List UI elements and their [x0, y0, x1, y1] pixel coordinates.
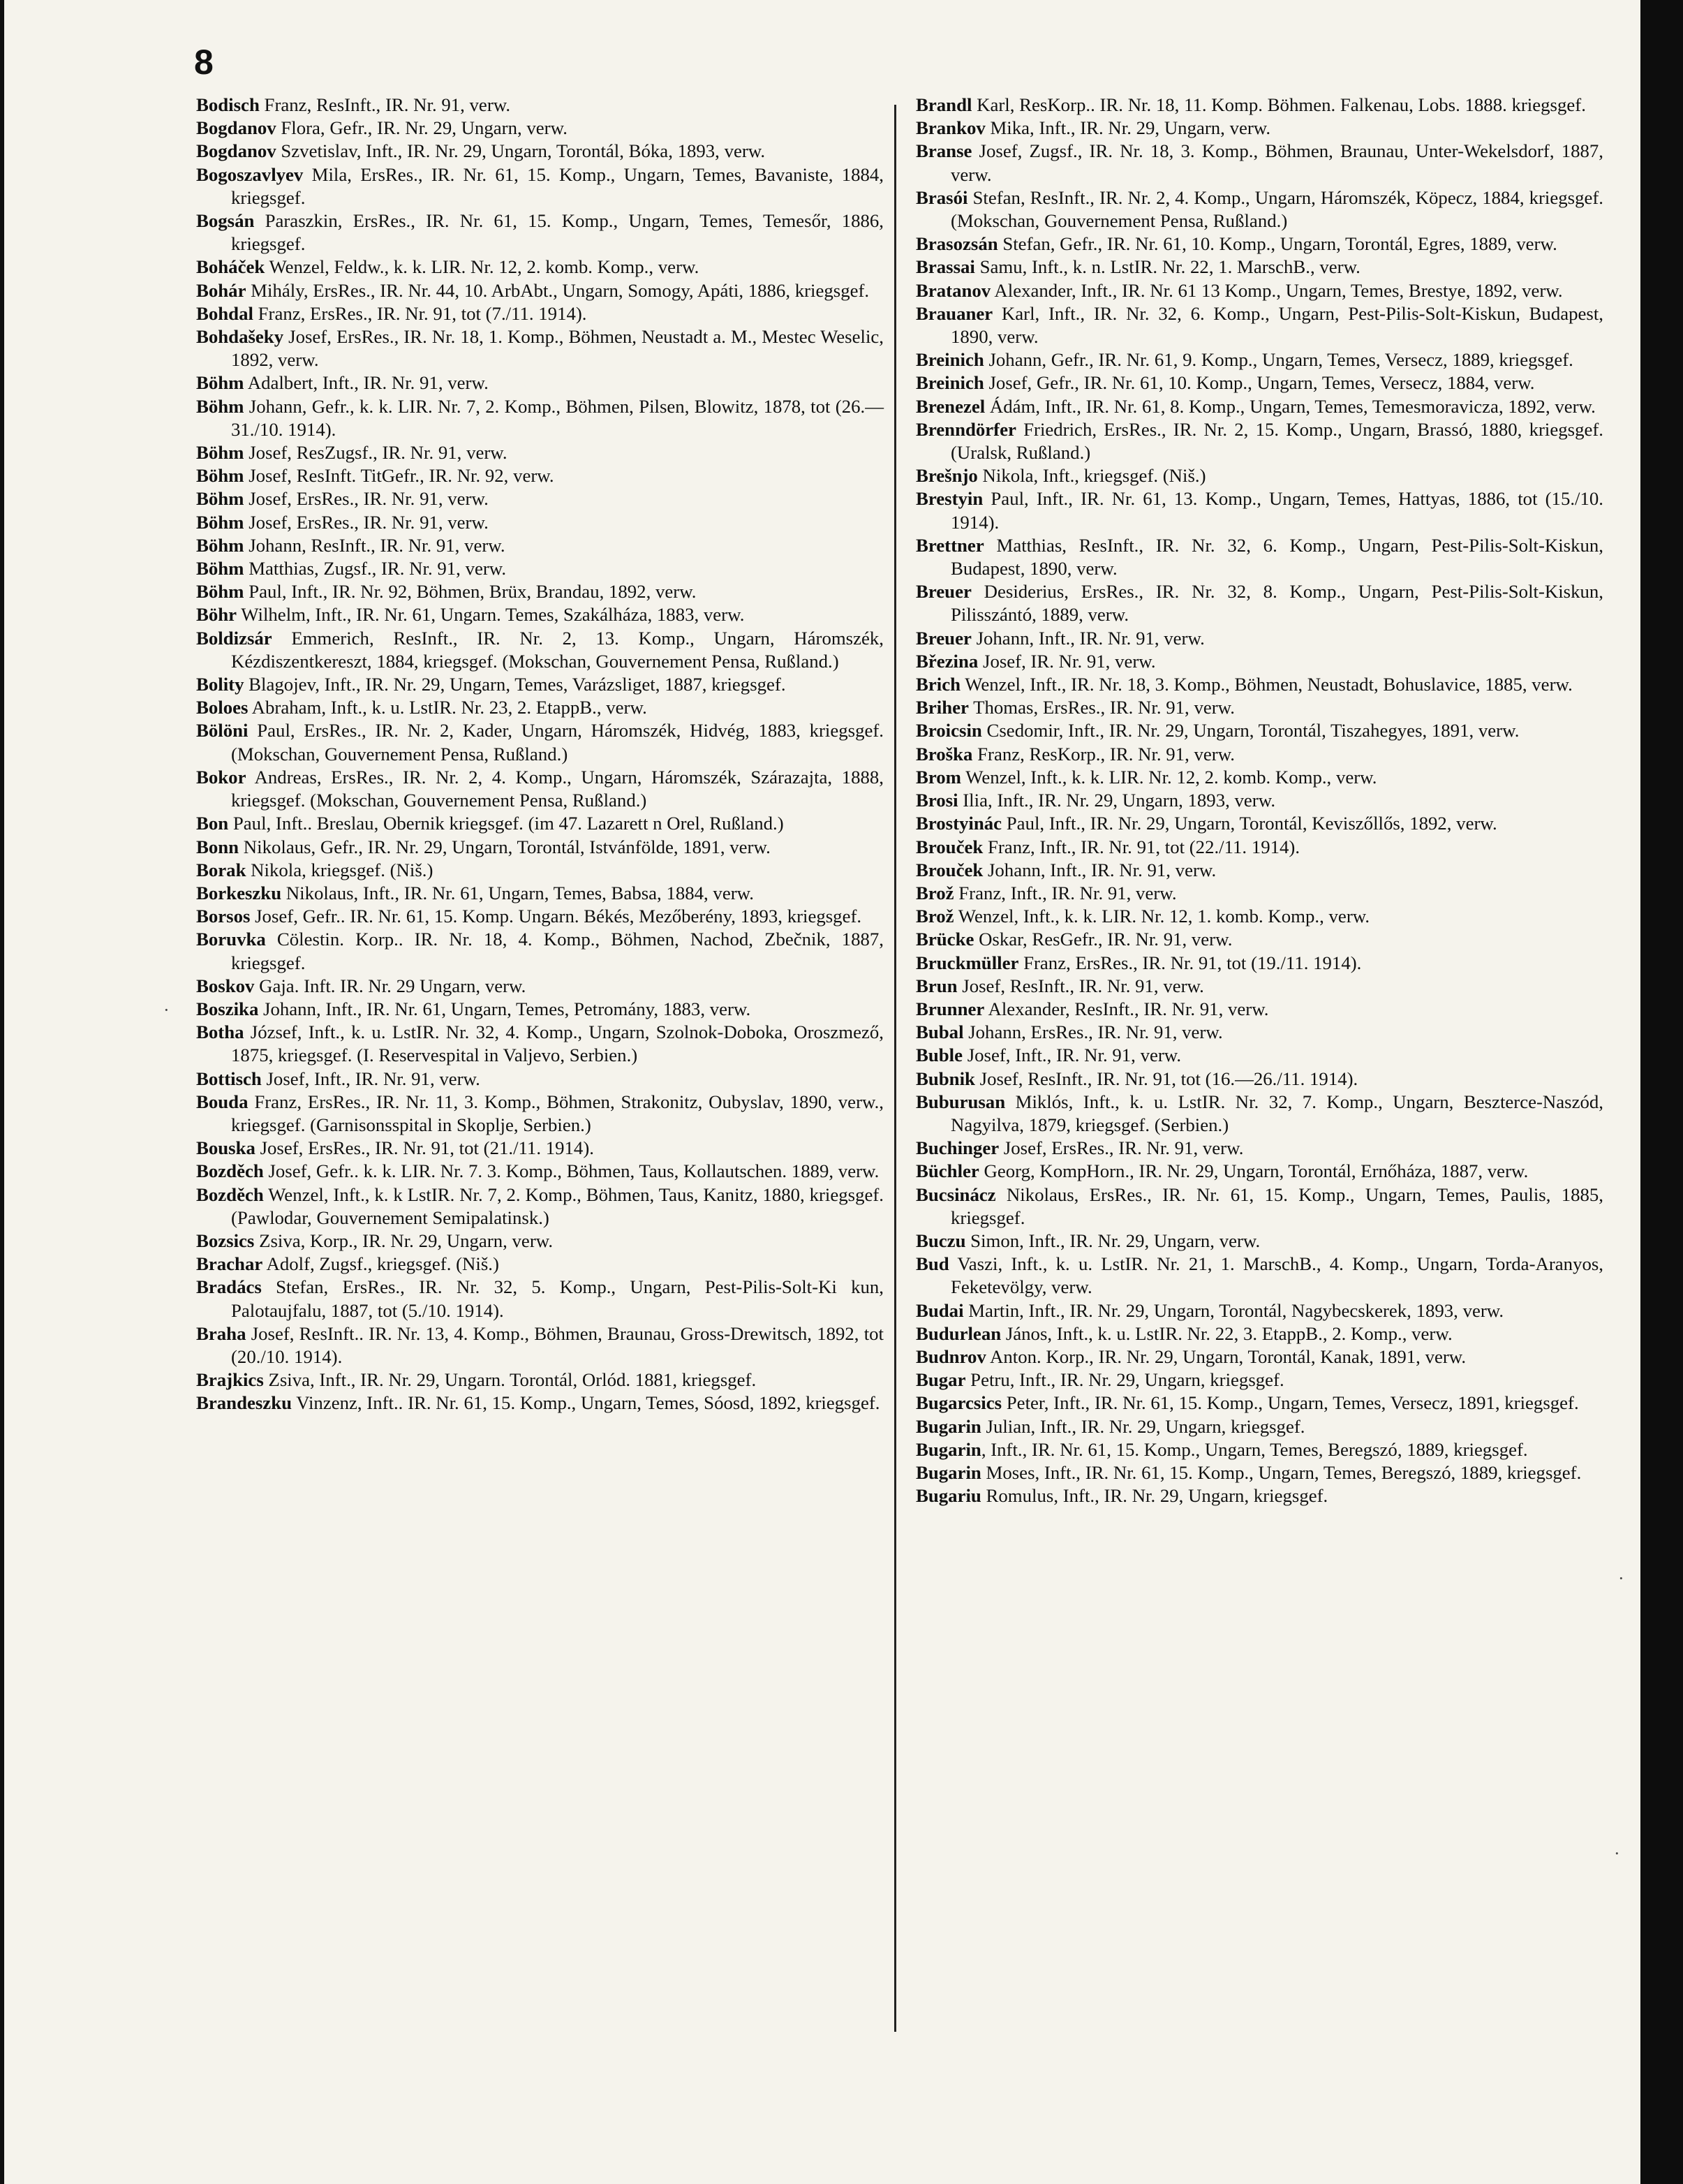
entry-details: Samu, Inft., k. n. LstIR. Nr. 22, 1. MarschB., verw.	[974, 256, 1361, 278]
register-entry	[916, 905, 1603, 928]
entry-surname: Brettner	[916, 534, 984, 556]
register-entry	[916, 1415, 1603, 1438]
entry-surname: Bon	[196, 813, 229, 834]
entry-surname: Brachar	[196, 1253, 263, 1275]
register-entry	[916, 998, 1603, 1021]
entry-surname: Bugariu	[916, 1485, 981, 1507]
register-entry	[916, 812, 1603, 835]
entry-details: Simon, Inft., IR. Nr. 29, Ungarn, verw.	[965, 1230, 1261, 1251]
entry-surname: Brasozsán	[916, 233, 998, 255]
entry-details: Josef, Inft., IR. Nr. 91, verw.	[261, 1068, 480, 1089]
entry-details: Zsiva, Inft., IR. Nr. 29, Ungarn. Torontál, Orlód. 1881, kriegsgef.	[263, 1369, 757, 1391]
entry-surname: Brešnjo	[916, 465, 978, 487]
register-entry	[196, 1276, 884, 1322]
entry-details: Johann, Inft., IR. Nr. 91, verw.	[983, 859, 1217, 880]
register-entry	[196, 117, 884, 140]
entry-details: Mihály, ErsRes., IR. Nr. 44, 10. ArbAbt., Ungarn, Somogy, Apáti, 1886, kriegsgef.	[246, 279, 870, 301]
entry-surname: Broicsin	[916, 720, 982, 741]
entry-details: Josef, ErsRes., IR. Nr. 91, verw.	[999, 1137, 1244, 1159]
entry-details: Csedomir, Inft., IR. Nr. 29, Ungarn, Torontál, Tiszahegyes, 1891, verw.	[981, 720, 1520, 741]
entry-details: Josef, IR. Nr. 91, verw.	[978, 650, 1156, 672]
register-entry	[196, 882, 884, 905]
entry-details: Miklós, Inft., k. u. LstIR. Nr. 32, 7. Komp., Ungarn, Beszterce-Naszód, Nagyilva, 1879, kriegsgef. (Serbien.)	[951, 1091, 1603, 1135]
entry-details: Flora, Gefr., IR. Nr. 29, Ungarn, verw.	[276, 117, 568, 139]
entry-details: Josef, ErsRes., IR. Nr. 91, verw.	[244, 511, 489, 533]
entry-surname: Bruckmüller	[916, 952, 1019, 973]
entry-details: Romulus, Inft., IR. Nr. 29, Ungarn, kriegsgef.	[981, 1485, 1328, 1507]
register-entry	[916, 836, 1603, 859]
register-entry	[916, 1183, 1603, 1230]
entry-details: Nikola, kriegsgef. (Niš.)	[246, 859, 433, 880]
entry-details: Wilhelm, Inft., IR. Nr. 61, Ungarn. Temes, Szakálháza, 1883, verw.	[237, 604, 745, 626]
entry-details: Wenzel, Inft., k. k. LIR. Nr. 12, 1. komb. Komp., verw.	[954, 906, 1370, 927]
entry-surname: Bratanov	[916, 279, 991, 301]
entry-surname: Breuer	[916, 581, 972, 603]
entry-details: Wenzel, Inft., IR. Nr. 18, 3. Komp., Böhmen, Neustadt, Bohuslavice, 1885, verw.	[961, 674, 1573, 695]
entry-surname: Bozděch	[196, 1160, 264, 1182]
register-entry	[196, 1368, 884, 1392]
entry-details: Josef, Gefr., IR. Nr. 61, 10. Komp., Ungarn, Temes, Versecz, 1884, verw.	[984, 372, 1535, 394]
entry-surname: Buburusan	[916, 1091, 1006, 1112]
entry-surname: Böhm	[196, 372, 244, 394]
entry-details: Paraszkin, ErsRes., IR. Nr. 61, 15. Komp., Ungarn, Temes, Temesőr, 1886, kriegsgef.	[231, 210, 884, 255]
entry-details: Friedrich, ErsRes., IR. Nr. 2, 15. Komp., Ungarn, Brassó, 1880, kriegsgef. (Uralsk, Rußland.)	[951, 418, 1603, 464]
register-entry	[196, 603, 884, 626]
entry-surname: Böhm	[196, 465, 244, 487]
register-entry	[196, 371, 884, 394]
register-entry	[196, 534, 884, 557]
entry-surname: Böhm	[196, 511, 244, 533]
entry-surname: Brož	[916, 882, 954, 903]
register-entry	[916, 1160, 1603, 1183]
entry-details: Thomas, ErsRes., IR. Nr. 91, verw.	[968, 697, 1235, 718]
entry-details: Paul, Inft., IR. Nr. 29, Ungarn, Torontál, Keviszőllős, 1892, verw.	[1002, 813, 1497, 834]
entry-details: Andreas, ErsRes., IR. Nr. 2, 4. Komp., Ungarn, Háromszék, Szárazajta, 1888, kriegsgef. (Mokschan, Gouvernement Pensa, Rußland.)	[231, 766, 884, 811]
entry-surname: Brunner	[916, 998, 985, 1019]
register-entry	[196, 209, 884, 256]
entry-details: Alexander, Inft., IR. Nr. 61 13 Komp., Ungarn, Temes, Brestye, 1892, verw.	[991, 279, 1563, 301]
entry-surname: Budnrov	[916, 1345, 986, 1367]
register-entry	[916, 395, 1603, 418]
entry-details: Franz, Inft., IR. Nr. 91, verw.	[954, 882, 1177, 903]
register-entry	[916, 882, 1603, 905]
entry-surname: Březina	[916, 650, 979, 672]
register-entry	[196, 1183, 884, 1230]
entry-surname: Bogdanov	[196, 117, 276, 139]
entry-surname: Breinich	[916, 372, 984, 394]
entry-surname: Brajkics	[196, 1369, 264, 1391]
entry-details: Mika, Inft., IR. Nr. 29, Ungarn, verw.	[985, 117, 1271, 139]
entry-details: Ádám, Inft., IR. Nr. 61, 8. Komp., Ungarn, Temes, Temesmoravicza, 1892, verw.	[985, 395, 1596, 417]
register-entry	[916, 1392, 1603, 1415]
register-entry	[916, 371, 1603, 394]
entry-surname: Bucsinácz	[916, 1183, 996, 1205]
register-entry	[916, 1230, 1603, 1253]
entry-surname: Böhm	[196, 558, 244, 580]
entry-surname: Böhm	[196, 534, 244, 556]
entry-details: Zsiva, Korp., IR. Nr. 29, Ungarn, verw.	[254, 1230, 554, 1251]
entry-details: Martin, Inft., IR. Nr. 29, Ungarn, Torontál, Nagybecskerek, 1893, verw.	[963, 1299, 1504, 1321]
entry-details: Karl, Inft., IR. Nr. 32, 6. Komp., Ungarn, Pest-Pilis-Solt-Kiskun, Budapest, 1890, verw.	[951, 302, 1603, 348]
entry-details: Paul, Inft., IR. Nr. 92, Böhmen, Brüx, Brandau, 1892, verw.	[244, 581, 697, 603]
register-entry	[196, 1160, 884, 1183]
entry-surname: Buczu	[916, 1230, 966, 1251]
entry-details: Anton. Korp., IR. Nr. 29, Ungarn, Torontál, Kanak, 1891, verw.	[986, 1345, 1467, 1367]
register-entry	[196, 975, 884, 998]
entry-details: Gaja. Inft. IR. Nr. 29 Ungarn, verw.	[254, 975, 526, 996]
register-entry	[196, 998, 884, 1021]
entry-surname: Borsos	[196, 906, 251, 927]
register-entry	[916, 975, 1603, 998]
register-entry	[196, 1068, 884, 1091]
entry-surname: Brož	[916, 906, 954, 927]
register-entry	[196, 325, 884, 371]
register-entry	[196, 1230, 884, 1253]
entry-surname: Büchler	[916, 1160, 979, 1182]
register-entry	[916, 952, 1603, 975]
column-divider	[894, 105, 896, 2032]
entry-surname: Brenndörfer	[916, 418, 1016, 440]
register-entry	[196, 1253, 884, 1276]
register-entry	[916, 1044, 1603, 1067]
register-entry	[916, 1299, 1603, 1322]
entry-surname: Breinich	[916, 349, 984, 371]
entry-details: Johann, Gefr., IR. Nr. 61, 9. Komp., Ungarn, Temes, Versecz, 1889, kriegsgef.	[984, 349, 1573, 371]
entry-details: Wenzel, Inft., k. k LstIR. Nr. 7, 2. Komp., Böhmen, Taus, Kanitz, 1880, kriegsgef. (Pawlodar, Gouvernement Semipalatinsk.)	[231, 1183, 884, 1228]
entry-details: Nikola, Inft., kriegsgef. (Niš.)	[977, 465, 1206, 487]
entry-details: Paul, Inft.. Breslau, Obernik kriegsgef. (im 47. Lazarett n Orel, Rußland.)	[228, 813, 784, 834]
entry-details: Josef, ResZugsf., IR. Nr. 91, verw.	[244, 442, 507, 464]
entry-surname: Bugarin	[916, 1438, 981, 1460]
register-entry	[916, 1021, 1603, 1044]
register-entry	[196, 557, 884, 580]
register-entry	[196, 1322, 884, 1368]
entry-details: Desiderius, ErsRes., IR. Nr. 32, 8. Komp., Ungarn, Pest-Pilis-Solt-Kiskun, Pilisszántó, 1889, verw.	[951, 581, 1603, 626]
entry-surname: Brandeszku	[196, 1392, 292, 1414]
register-entry	[916, 580, 1603, 626]
register-entry	[916, 766, 1603, 789]
entry-details: Nikolaus, ErsRes., IR. Nr. 61, 15. Komp., Ungarn, Temes, Paulis, 1885, kriegsgef.	[951, 1183, 1603, 1228]
entry-surname: Brassai	[916, 256, 975, 278]
entry-surname: Bolity	[196, 674, 244, 695]
entry-surname: Brankov	[916, 117, 986, 139]
register-entry	[196, 395, 884, 441]
entry-surname: Böhm	[196, 581, 244, 603]
entry-surname: Brun	[916, 975, 958, 996]
entry-surname: Boloes	[196, 697, 249, 718]
left-column	[196, 94, 884, 1415]
register-entry	[916, 743, 1603, 766]
entry-surname: Bokor	[196, 766, 246, 788]
entry-details: Franz, ResInft., IR. Nr. 91, verw.	[259, 94, 511, 115]
register-entry	[196, 256, 884, 279]
entry-details: Vinzenz, Inft.. IR. Nr. 61, 15. Komp., Ungarn, Temes, Sóosd, 1892, kriegsgef.	[292, 1392, 880, 1414]
register-entry	[196, 673, 884, 696]
entry-surname: Bouda	[196, 1091, 249, 1112]
register-entry	[916, 418, 1603, 464]
entry-details: Franz, ResKorp., IR. Nr. 91, verw.	[972, 743, 1236, 765]
entry-details: Karl, ResKorp.. IR. Nr. 18, 11. Komp. Böhmen. Falkenau, Lobs. 1888. kriegsgef.	[972, 94, 1586, 115]
entry-surname: Borkeszku	[196, 882, 282, 903]
register-entry	[196, 441, 884, 464]
register-entry	[916, 233, 1603, 256]
register-entry	[196, 302, 884, 325]
entry-surname: Boldizsár	[196, 627, 272, 649]
entry-details: Blagojev, Inft., IR. Nr. 29, Ungarn, Temes, Varázsliget, 1887, kriegsgef.	[244, 674, 786, 695]
entry-surname: Buble	[916, 1045, 963, 1066]
register-entry	[916, 627, 1603, 650]
entry-surname: Brosi	[916, 790, 958, 811]
entry-details: Vaszi, Inft., k. u. LstIR. Nr. 21, 1. MarschB., 4. Komp., Ungarn, Torda-Aranyos, Feketevölgy, verw.	[949, 1253, 1603, 1298]
register-entry	[916, 464, 1603, 487]
register-entry	[196, 766, 884, 812]
register-entry	[916, 789, 1603, 812]
entry-details: Stefan, ErsRes., IR. Nr. 32, 5. Komp., Ungarn, Pest-Pilis-Solt-Ki kun, Palotaujfalu, 1887, tot (5./10. 1914).	[231, 1276, 884, 1321]
register-entry	[916, 348, 1603, 371]
entry-surname: Bugarcsics	[916, 1392, 1002, 1414]
entry-details: Cölestin. Korp.. IR. Nr. 18, 4. Komp., Böhmen, Nachod, Zbečnik, 1887, kriegsgef.	[231, 929, 884, 973]
entry-surname: Buchinger	[916, 1137, 1000, 1159]
register-entry	[916, 1137, 1603, 1160]
entry-details: Adalbert, Inft., IR. Nr. 91, verw.	[244, 372, 489, 394]
register-entry	[196, 487, 884, 510]
register-entry	[916, 673, 1603, 696]
register-entry	[916, 1461, 1603, 1484]
entry-surname: Brenezel	[916, 395, 986, 417]
entry-surname: Branse	[916, 140, 972, 162]
entry-details: Abraham, Inft., k. u. LstIR. Nr. 23, 2. EtappB., verw.	[248, 697, 647, 718]
entry-surname: Budai	[916, 1299, 964, 1321]
register-entry	[196, 94, 884, 117]
entry-details: Josef, Gefr.. k. k. LIR. Nr. 7. 3. Komp., Böhmen, Taus, Kollautschen. 1889, verw.	[263, 1160, 880, 1182]
entry-details: Matthias, Zugsf., IR. Nr. 91, verw.	[244, 558, 507, 580]
register-entry	[196, 719, 884, 765]
entry-surname: Bugarin	[916, 1415, 981, 1437]
register-entry	[196, 859, 884, 882]
entry-surname: Brücke	[916, 929, 974, 950]
register-entry	[916, 117, 1603, 140]
entry-surname: Bohár	[196, 279, 246, 301]
entry-surname: Brich	[916, 674, 961, 695]
entry-details: Nikolaus, Gefr., IR. Nr. 29, Ungarn, Torontál, Istvánföld‌e, 1891, verw.	[239, 836, 771, 857]
register-entry	[196, 696, 884, 719]
entry-surname: Bogdanov	[196, 140, 276, 162]
entry-surname: Bodisch	[196, 94, 260, 115]
entry-details: Josef, ErsRes., IR. Nr. 18, 1. Komp., Böhmen, Neustadt a. M., Mestec Weselic, 1892, verw.	[231, 326, 884, 371]
entry-details: Ilia, Inft., IR. Nr. 29, Ungarn, 1893, verw.	[958, 790, 1276, 811]
register-entry	[196, 511, 884, 534]
entry-details: Wenzel, Feldw., k. k. LIR. Nr. 12, 2. komb. Komp., verw.	[265, 256, 699, 278]
entry-details: Josef, ResInft. TitGefr., IR. Nr. 92, verw.	[244, 465, 554, 487]
register-entry	[196, 1021, 884, 1067]
entry-surname: Böhm	[196, 488, 244, 510]
scan-speck: ·	[163, 1000, 170, 1020]
entry-details: Nikolaus, Inft., IR. Nr. 61, Ungarn, Temes, Babsa, 1884, verw.	[281, 882, 754, 903]
entry-surname: Boszika	[196, 998, 259, 1019]
scan-speck: ·	[1614, 1843, 1620, 1864]
entry-surname: Brandl	[916, 94, 972, 115]
entry-details: Franz, ErsRes., IR. Nr. 91, tot (7./11. 1914).	[253, 302, 587, 324]
entry-details: Oskar, ResGefr., IR. Nr. 91, verw.	[974, 929, 1233, 950]
entry-details: Josef, ResInft., IR. Nr. 91, verw.	[957, 975, 1204, 996]
entry-details: Johann, Inft., IR. Nr. 91, verw.	[971, 627, 1205, 649]
entry-surname: Böhm	[196, 395, 244, 417]
entry-surname: Brestyin	[916, 488, 984, 510]
scan-border	[1640, 0, 1683, 2184]
entry-details: , Inft., IR. Nr. 61, 15. Komp., Ungarn, Temes, Beregszó, 1889, kriegsgef.	[981, 1438, 1528, 1460]
entry-details: Johann, ErsRes., IR. Nr. 91, verw.	[963, 1021, 1223, 1043]
entry-details: Emmerich, ResInft., IR. Nr. 2, 13. Komp., Ungarn, Háromszék, Kézdiszentkereszt, 1884, kriegsgef. (Mokschan, Gouvernement Pensa, Rußland.)	[231, 627, 884, 672]
register-entry	[196, 163, 884, 209]
entry-surname: Brom	[916, 766, 962, 788]
entry-surname: Bottisch	[196, 1068, 262, 1089]
register-entry	[196, 905, 884, 928]
entry-surname: Brasói	[916, 186, 968, 208]
entry-details: János, Inft., k. u. LstIR. Nr. 22, 3. EtappB., 2. Komp., verw.	[1001, 1322, 1453, 1344]
entry-details: Julian, Inft., IR. Nr. 29, Ungarn, kriegsgef.	[981, 1415, 1305, 1437]
register-entry	[196, 580, 884, 603]
entry-surname: Briher	[916, 697, 969, 718]
register-entry	[916, 534, 1603, 580]
register-entry	[196, 1137, 884, 1160]
entry-surname: Bubal	[916, 1021, 964, 1043]
entry-details: Franz, ErsRes., IR. Nr. 11, 3. Komp., Böhmen, Strakonitz, Oubyslav, 1890, verw., kriegsgef. (Garnisonsspital in Skoplje, Serbien.)	[231, 1091, 884, 1135]
register-entry	[196, 627, 884, 673]
entry-surname: Bogoszavlyev	[196, 163, 304, 185]
register-entry	[916, 1438, 1603, 1461]
entry-surname: Boskov	[196, 975, 255, 996]
register-entry	[916, 279, 1603, 302]
entry-surname: Borak	[196, 859, 246, 880]
entry-surname: Bud	[916, 1253, 949, 1275]
entry-surname: Breuer	[916, 627, 972, 649]
register-entry	[916, 719, 1603, 742]
register-entry	[916, 256, 1603, 279]
entry-surname: Brostyinác	[916, 813, 1002, 834]
register-entry	[916, 696, 1603, 719]
entry-surname: Bohdašeky	[196, 326, 284, 348]
entry-details: Mila, ErsRes., IR. Nr. 61, 15. Komp., Ungarn, Temes, Bavaniste, 1884, kriegsgef.	[231, 163, 884, 208]
entry-details: Josef, Zugsf., IR. Nr. 18, 3. Komp., Böhmen, Braunau, Unter-Wekelsdorf, 1887, verw.	[951, 140, 1603, 185]
entry-surname: Bölöni	[196, 720, 249, 741]
entry-details: József, Inft., k. u. LstIR. Nr. 32, 4. Komp., Ungarn, Szolnok-Doboka, Oroszmező, 1875, kriegsgef. (I. Reservespital in Valjevo, Serbien.)	[231, 1021, 884, 1066]
entry-surname: Böhr	[196, 604, 237, 626]
entry-surname: Bouska	[196, 1137, 255, 1159]
register-entry	[916, 1253, 1603, 1299]
entry-details: Szvetislav, Inft., IR. Nr. 29, Ungarn, Torontál, Bóka, 1893, verw.	[276, 140, 766, 162]
entry-details: Stefan, Gefr., IR. Nr. 61, 10. Komp., Ungarn, Torontál, Egres, 1889, verw.	[998, 233, 1557, 255]
register-entry	[916, 302, 1603, 348]
register-entry	[916, 94, 1603, 117]
entry-details: Johann, Gefr., k. k. LIR. Nr. 7, 2. Komp., Böhmen, Pilsen, Blowitz, 1878, tot (26.—31./10. 1914).	[231, 395, 884, 440]
entry-details: Josef, ErsRes., IR. Nr. 91, verw.	[244, 488, 489, 510]
scan-speck: ·	[1618, 1568, 1624, 1588]
entry-surname: Bubnik	[916, 1068, 975, 1089]
entry-details: Paul, ErsRes., IR. Nr. 2, Kader, Ungarn, Háromszék, Hidvég, 1883, kriegsgef. (Mokschan, Gouvernement Pensa, Rußland.)	[231, 720, 884, 765]
register-entry	[916, 487, 1603, 533]
entry-details: Adolf, Zugsf., kriegsgef. (Niš.)	[262, 1253, 499, 1275]
register-entry	[196, 1392, 884, 1415]
entry-details: Georg, KompHorn., IR. Nr. 29, Ungarn, Torontál, Ernőháza, 1887, verw.	[979, 1160, 1529, 1182]
page-number: 8	[194, 43, 214, 82]
entry-details: Paul, Inft., IR. Nr. 61, 13. Komp., Ungarn, Temes, Hattyas, 1886, tot (15./10. 1914).	[951, 488, 1603, 533]
scanned-page	[4, 0, 1640, 2184]
entry-details: Alexander, ResInft., IR. Nr. 91, verw.	[984, 998, 1269, 1019]
register-entry	[916, 140, 1603, 186]
entry-surname: Bozděch	[196, 1183, 264, 1205]
entry-surname: Bugar	[916, 1369, 966, 1391]
entry-details: Josef, Inft., IR. Nr. 91, verw.	[963, 1045, 1182, 1066]
entry-details: Peter, Inft., IR. Nr. 61, 15. Komp., Ungarn, Temes, Versecz, 1891, kriegsgef.	[1002, 1392, 1579, 1414]
register-entry	[196, 836, 884, 859]
entry-surname: Bonn	[196, 836, 239, 857]
register-entry	[196, 464, 884, 487]
entry-surname: Boháček	[196, 256, 265, 278]
register-entry	[916, 928, 1603, 951]
register-entry	[196, 928, 884, 974]
entry-surname: Brouček	[916, 836, 984, 857]
entry-details: Josef, ResInft.. IR. Nr. 13, 4. Komp., Böhmen, Braunau, Gross-Drewitsch, 1892, tot (20./10. 1914).	[231, 1322, 884, 1367]
entry-details: Josef, ResInft., IR. Nr. 91, tot (16.—26./11. 1914).	[974, 1068, 1358, 1089]
entry-surname: Brouček	[916, 859, 984, 880]
entry-surname: Budurlean	[916, 1322, 1002, 1344]
entry-surname: Brauaner	[916, 302, 993, 324]
register-entry	[196, 279, 884, 302]
register-entry	[196, 812, 884, 835]
entry-surname: Bohdal	[196, 302, 253, 324]
entry-surname: Böhm	[196, 442, 244, 464]
entry-details: Johann, Inft., IR. Nr. 61, Ungarn, Temes, Petromány, 1883, verw.	[258, 998, 751, 1019]
entry-details: Franz, ErsRes., IR. Nr. 91, tot (19./11. 1914).	[1018, 952, 1362, 973]
register-entry	[916, 1484, 1603, 1507]
entry-surname: Broška	[916, 743, 973, 765]
entry-surname: Bugarin	[916, 1461, 981, 1483]
entry-details: Stefan, ResInft., IR. Nr. 2, 4. Komp., Ungarn, Háromszék, Köpecz, 1884, kriegsgef. (Mokschan, Gouvernement Pensa, Rußland.)	[951, 186, 1603, 232]
register-entry	[916, 1368, 1603, 1392]
entry-surname: Bradács	[196, 1276, 262, 1298]
register-entry	[916, 1091, 1603, 1137]
register-entry	[916, 186, 1603, 233]
entry-surname: Bozsics	[196, 1230, 255, 1251]
entry-details: Franz, Inft., IR. Nr. 91, tot (22./11. 1914).	[983, 836, 1300, 857]
entry-surname: Boruvka	[196, 929, 266, 950]
entry-surname: Bogsán	[196, 210, 255, 232]
register-entry	[196, 1091, 884, 1137]
entry-details: Josef, ErsRes., IR. Nr. 91, tot (21./11. 1914).	[255, 1137, 594, 1159]
register-entry	[916, 1068, 1603, 1091]
entry-details: Matthias, ResInft., IR. Nr. 32, 6. Komp., Ungarn, Pest-Pilis-Solt-Kiskun, Budapest, 1890, verw.	[951, 534, 1603, 580]
entry-details: Johann, ResInft., IR. Nr. 91, verw.	[244, 534, 505, 556]
entry-details: Moses, Inft., IR. Nr. 61, 15. Komp., Ungarn, Temes, Beregszó, 1889, kriegsgef.	[981, 1461, 1582, 1483]
register-entry	[916, 1322, 1603, 1345]
right-column	[916, 94, 1603, 1507]
register-entry	[916, 859, 1603, 882]
entry-surname: Braha	[196, 1322, 246, 1344]
register-entry	[916, 650, 1603, 673]
entry-surname: Botha	[196, 1021, 244, 1043]
register-entry	[196, 140, 884, 163]
register-entry	[916, 1345, 1603, 1368]
entry-details: Wenzel, Inft., k. k. LIR. Nr. 12, 2. komb. Komp., verw.	[961, 766, 1377, 788]
entry-details: Petru, Inft., IR. Nr. 29, Ungarn, kriegsgef.	[965, 1369, 1284, 1391]
entry-details: Josef, Gefr.. IR. Nr. 61, 15. Komp. Ungarn. Békés, Mezőberény, 1893, kriegsgef.	[250, 906, 862, 927]
